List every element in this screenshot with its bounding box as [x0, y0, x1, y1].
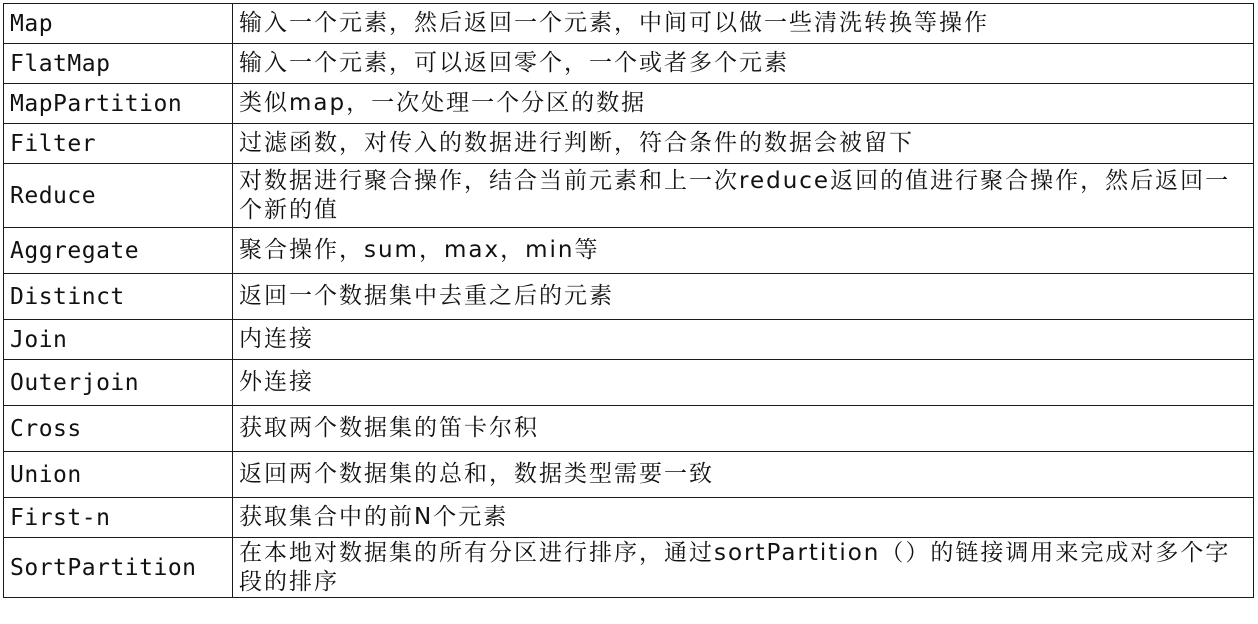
- operator-description-cell: 在本地对数据集的所有分区进行排序，通过sortPartition（）的链接调用来完成对多个字段的排序: [233, 538, 1254, 598]
- operator-name-cell: Join: [4, 320, 233, 360]
- operator-name-cell: Filter: [4, 124, 233, 164]
- table-row: [4, 44, 1254, 84]
- operator-name-cell: Map: [4, 4, 233, 44]
- operator-name-cell: Outerjoin: [4, 360, 233, 406]
- table-row: [4, 452, 1254, 498]
- table-row: [4, 320, 1254, 360]
- operator-description-cell: 过滤函数，对传入的数据进行判断，符合条件的数据会被留下: [233, 124, 1254, 164]
- operator-name-cell: Union: [4, 452, 233, 498]
- operator-name-cell: Aggregate: [4, 228, 233, 274]
- operator-description-cell: 类似map，一次处理一个分区的数据: [233, 84, 1254, 124]
- operator-description-cell: 聚合操作，sum，max，min等: [233, 228, 1254, 274]
- operator-description-cell: 内连接: [233, 320, 1254, 360]
- table-row: [4, 4, 1254, 44]
- operator-name-cell: FlatMap: [4, 44, 233, 84]
- table-row: [4, 124, 1254, 164]
- operator-name-cell: SortPartition: [4, 538, 233, 598]
- operator-description-cell: 返回一个数据集中去重之后的元素: [233, 274, 1254, 320]
- table-row: [4, 84, 1254, 124]
- table-row: [4, 498, 1254, 538]
- operator-description-cell: 对数据进行聚合操作，结合当前元素和上一次reduce返回的值进行聚合操作，然后返回一个新的值: [233, 164, 1254, 228]
- operator-table: [3, 3, 1254, 598]
- table-row: [4, 538, 1254, 598]
- operator-description-cell: 获取两个数据集的笛卡尔积: [233, 406, 1254, 452]
- operator-name-cell: Cross: [4, 406, 233, 452]
- operator-description-cell: 输入一个元素，可以返回零个，一个或者多个元素: [233, 44, 1254, 84]
- table-row: [4, 228, 1254, 274]
- table-row: [4, 274, 1254, 320]
- operator-name-cell: Distinct: [4, 274, 233, 320]
- operator-description-cell: 外连接: [233, 360, 1254, 406]
- operator-description-cell: 返回两个数据集的总和，数据类型需要一致: [233, 452, 1254, 498]
- table-row: [4, 360, 1254, 406]
- operator-name-cell: MapPartition: [4, 84, 233, 124]
- operator-name-cell: Reduce: [4, 164, 233, 228]
- table-row: [4, 406, 1254, 452]
- table-row: [4, 164, 1254, 228]
- operator-name-cell: First-n: [4, 498, 233, 538]
- operator-description-cell: 输入一个元素，然后返回一个元素，中间可以做一些清洗转换等操作: [233, 4, 1254, 44]
- operator-description-cell: 获取集合中的前N个元素: [233, 498, 1254, 538]
